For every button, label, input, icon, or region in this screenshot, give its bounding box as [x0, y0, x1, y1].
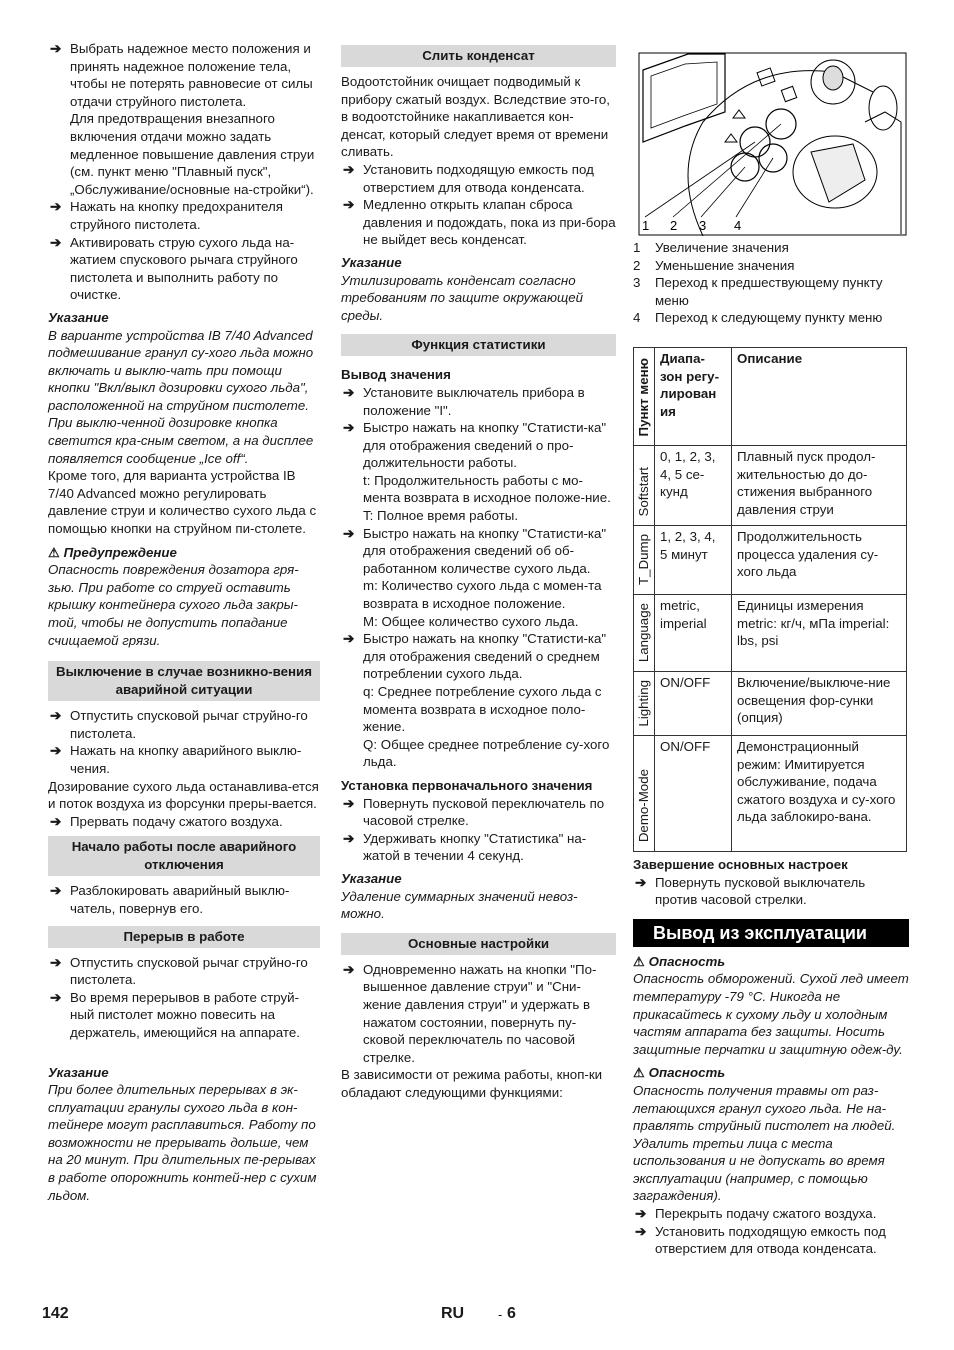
- list-item: ➔ Разблокировать аварийный выклю-чатель, повернув его.: [50, 883, 290, 916]
- table-row: [634, 671, 907, 735]
- list-item: ➔ Прервать подачу сжатого воздуха.: [50, 813, 283, 829]
- arrow-right-icon: ➔: [50, 883, 62, 899]
- table-header-cell: Описание: [732, 347, 907, 445]
- arrow-right-icon: ➔: [343, 631, 355, 647]
- list-item: ➔ Повернуть пусковой выключатель против часовой стрелки.: [635, 874, 866, 908]
- arrow-right-icon: ➔: [50, 234, 62, 250]
- table-row: [634, 735, 907, 851]
- arrow-right-icon: ➔: [343, 197, 355, 213]
- paragraph: Кроме того, для варианта устройства IB 7/40 Advanced можно регулировать давление струи и количество сухого льда с помощью кнопки на струйном пи-столете.: [48, 468, 317, 537]
- note-text: В варианте устройства IB 7/40 Advanced подмешивание гранул су-хого льда можно включать и выклю-чать при помощи кнопки "Вкл/выкл дозировки сухого льда", расположенной на струйном пистолете. При выклю-ченной дозировке кнопка светится кра-сным светом, а на дисплее появляется сообщение „Ice off“.: [48, 327, 314, 466]
- warning-triangle-icon: ⚠: [633, 953, 645, 969]
- arrow-right-icon: ➔: [635, 1206, 647, 1222]
- sub-item: M: Общее количество сухого льда.: [363, 613, 579, 629]
- list-item: ➔ Быстро нажать на кнопку "Статисти-ка" для отображения сведений о про-должительности работы.: [343, 420, 607, 471]
- table-cell: 0, 1, 2, 3, 4, 5 се-кунд: [655, 445, 732, 525]
- callout-number: 2: [670, 218, 678, 233]
- page-footer: [0, 1305, 954, 1331]
- arrow-right-icon: ➔: [50, 954, 62, 970]
- arrow-right-icon: ➔: [343, 161, 355, 177]
- list-item: ➔ Установить подходящую емкость под отверстием для отвода конденсата.: [635, 1223, 886, 1257]
- note-label: Указание: [341, 254, 402, 270]
- danger-label: ⚠ Опасность: [633, 1065, 726, 1081]
- section-heading-decommission: Вывод из эксплуатации: [633, 919, 909, 947]
- section-heading-break: Перерыв в работе: [48, 926, 320, 948]
- danger-text: Опасность получения травмы от раз-летающихся гранул сухого льда. Не на-правлять струйный пистолет на людей. Удалить третьи лица с места использования и не допускать во время эксплуатации (например, с помощью заграждения).: [633, 1082, 896, 1204]
- list-item: ➔ Быстро нажать на кнопку "Статисти-ка" для отображения сведений о среднем потреблении сухого льда.: [343, 631, 607, 682]
- arrow-right-icon: ➔: [343, 830, 355, 846]
- arrow-right-icon: ➔: [635, 1223, 647, 1239]
- table-cell: Продолжительность процесса удаления су-хого льда: [732, 525, 907, 594]
- table-cell: Softstart: [634, 445, 655, 525]
- page-number: 142: [42, 1305, 69, 1322]
- legend-item: 1 Увеличение значения: [633, 240, 789, 255]
- table-cell: Включение/выключе-ние освещения фор-сунки (опция): [732, 671, 907, 735]
- warning-text: Опасность повреждения дозатора гря-зью. При работе со струей оставить крышку контейнера сухого льда закры-той, чтобы не допустить попадание счищаемой грязи.: [48, 562, 299, 648]
- sub-item: t: Продолжительность работы с мо-мента возврата в исходное положе-ние.: [363, 472, 611, 506]
- warning-label: ⚠ Предупреждение: [48, 544, 177, 560]
- arrow-right-icon: ➔: [50, 989, 62, 1005]
- paragraph: Дозирование сухого льда останавлива-ется и поток воздуха из форсунки преры-вается.: [48, 778, 319, 812]
- table-header-row: [634, 347, 907, 445]
- section-heading-emergency: Выключение в случае возникно-вения аварийной ситуации: [48, 661, 320, 701]
- paragraph: Для предотвращения внезапного включения отдачи можно задать медленное повышение давления струи (см. пункт меню "Плавный пуск", „Обслуживание/основные на-стройки“).: [70, 111, 315, 197]
- language-code: RU: [441, 1305, 465, 1322]
- table-row: [634, 445, 907, 525]
- section-heading-basic-settings: Основные настройки: [341, 933, 616, 955]
- arrow-right-icon: ➔: [343, 525, 355, 541]
- menu-settings-table: [633, 347, 907, 852]
- callout-number: 3: [699, 218, 707, 233]
- arrow-right-icon: ➔: [50, 743, 62, 759]
- subheading-finish: Завершение основных настроек: [633, 856, 848, 872]
- list-item: ➔ Медленно открыть клапан сброса давления и подождать, пока из при-бора не выйдет весь конденсат.: [343, 197, 616, 248]
- paragraph: В зависимости от режима работы, кноп-ки обладают следующими функциями:: [341, 1067, 603, 1100]
- list-item: ➔ Одновременно нажать на кнопки "По-вышенное давление струи" и "Сни-жение давления струи" и удержать в нажатом состоянии, повернуть пу-сковой переключатель по часовой стрелке.: [343, 961, 597, 1065]
- table-cell: metric, imperial: [655, 594, 732, 671]
- callout-number: 1: [642, 218, 650, 233]
- list-item: ➔ Отпустить спусковой рычаг струйно-го пистолета.: [50, 708, 308, 741]
- table-cell: ON/OFF: [655, 735, 732, 851]
- subheading-reset: Установка первоначального значения: [341, 777, 593, 793]
- table-cell: ON/OFF: [655, 671, 732, 735]
- arrow-right-icon: ➔: [343, 795, 355, 811]
- section-heading-restart: Начало работы после аварийного отключения: [48, 836, 320, 876]
- column-right: [633, 52, 909, 1258]
- column-left: [48, 40, 320, 1204]
- control-panel-figure: [633, 52, 907, 236]
- table-cell: Lighting: [634, 671, 655, 735]
- column-middle: [341, 45, 616, 1101]
- legend-item: 4 Переход к следующему пункту меню: [633, 310, 883, 326]
- table-header-cell: Пункт меню: [634, 347, 655, 445]
- arrow-right-icon: ➔: [343, 961, 355, 977]
- table-cell: Демонстрационный режим: Имитируется обслуживание, подача сжатого воздуха и су-хого льда заблокиро-вана.: [732, 735, 907, 851]
- warning-triangle-icon: ⚠: [48, 544, 60, 560]
- note-text: При более длительных перерывах в эк-сплуатации гранулы сухого льда в кон-тейнере могут расплавиться. Работу по возможности не прерывать дольше, чем на 20 минут. При длительных пе-рерывах в работе опорожнить контей-нер с сухим льдом.: [48, 1082, 317, 1203]
- section-heading-drain: Слить конденсат: [341, 45, 616, 67]
- figure-legend: [633, 239, 909, 327]
- sub-item: T: Полное время работы.: [363, 508, 519, 524]
- legend-item: 3 Переход к предшествующему пункту меню: [633, 275, 883, 308]
- table-cell: Единицы измерения metric: кг/ч, мПа imperial: lbs, psi: [732, 594, 907, 671]
- list-item: ➔ Выбрать надежное место положения и принять надежное положение тела, чтобы не потерять равновесие от силы отдачи струйного пистолета.: [50, 41, 313, 109]
- list-item: ➔ Перекрыть подачу сжатого воздуха.: [635, 1206, 877, 1222]
- table-cell: T_Dump: [634, 525, 655, 594]
- sub-item: Q: Общее среднее потребление су-хого льда.: [363, 736, 610, 770]
- list-item: ➔ Активировать струю сухого льда на-жатием спускового рычага струйного пистолета и выполнить работу по очистке.: [50, 234, 298, 303]
- paragraph: Водоотстойник очищает подводимый к прибору сжатый воздух. Вследствие это-го, в водоотстойнике накапливается кон-денсат, который следует время от времени сливать.: [341, 74, 610, 160]
- table-cell: Demo-Mode: [634, 735, 655, 851]
- list-item: ➔ Быстро нажать на кнопку "Статисти-ка" для отображения сведений об об-работанном количестве сухого льда.: [343, 525, 607, 576]
- subheading-output: Вывод значения: [341, 367, 451, 383]
- list-item: ➔ Нажать на кнопку предохранителя струйного пистолета.: [50, 199, 283, 232]
- switch-knob: [823, 66, 843, 90]
- danger-text: Опасность обморожений. Сухой лед имеет температуру -79 °C. Никогда не прикасайтесь к сухому льду и холодным частям аппарата без защиты. Носить защитные перчатки и защитную одеж-ду.: [633, 971, 909, 1057]
- note-label: Указание: [48, 1064, 109, 1080]
- note-label: Указание: [48, 309, 109, 325]
- list-item: ➔ Повернуть пусковой переключатель по часовой стрелке.: [343, 795, 605, 829]
- arrow-right-icon: ➔: [635, 874, 647, 890]
- table-row: [634, 525, 907, 594]
- arrow-right-icon: ➔: [343, 384, 355, 400]
- table-row: [634, 594, 907, 671]
- table-cell: Language: [634, 594, 655, 671]
- arrow-right-icon: ➔: [343, 420, 355, 436]
- table-cell: 1, 2, 3, 4, 5 минут: [655, 525, 732, 594]
- warning-triangle-icon: ⚠: [633, 1065, 645, 1081]
- section-heading-stats: Функция статистики: [341, 334, 616, 356]
- list-item: ➔ Удерживать кнопку "Статистика" на-жатой в течении 4 секунд.: [343, 830, 587, 864]
- list-item: ➔ Отпустить спусковой рычаг струйно-го пистолета.: [50, 954, 308, 988]
- sub-item: m: Количество сухого льда с момен-та возврата в исходное положение.: [363, 578, 602, 612]
- note-text: Утилизировать конденсат согласно требованиям по защите окружающей среды.: [341, 272, 584, 323]
- legend-item: 2 Уменьшение значения: [633, 257, 795, 273]
- note-label: Указание: [341, 870, 402, 886]
- arrow-right-icon: ➔: [50, 41, 62, 56]
- list-item: ➔ Во время перерывов в работе струй-ный пистолет можно повесить на держатель, имеющийся на аппарате.: [50, 989, 300, 1040]
- callout-number: 4: [734, 218, 742, 233]
- table-header-cell: Диапа-зон регу-лирован ия: [655, 347, 732, 445]
- arrow-right-icon: ➔: [50, 708, 62, 724]
- footer-separator: -: [498, 1307, 503, 1322]
- danger-label: ⚠ Опасность: [633, 953, 726, 969]
- list-item: ➔ Установить подходящую емкость под отверстием для отвода конденсата.: [343, 161, 594, 195]
- arrow-right-icon: ➔: [50, 813, 62, 829]
- sub-item: q: Среднее потребление сухого льда с момента возврата в исходное поло-жение.: [363, 684, 602, 735]
- list-item: ➔ Нажать на кнопку аварийного выклю-чения.: [50, 743, 302, 776]
- table-cell: Плавный пуск продол-жительностью до до-стижения выбранного давления струи: [732, 445, 907, 525]
- note-text: Удаление суммарных значений невоз-можно.: [341, 888, 578, 922]
- section-page-number: 6: [507, 1305, 516, 1322]
- list-item: ➔ Установите выключатель прибора в положение "I".: [343, 384, 585, 418]
- arrow-right-icon: ➔: [50, 199, 62, 215]
